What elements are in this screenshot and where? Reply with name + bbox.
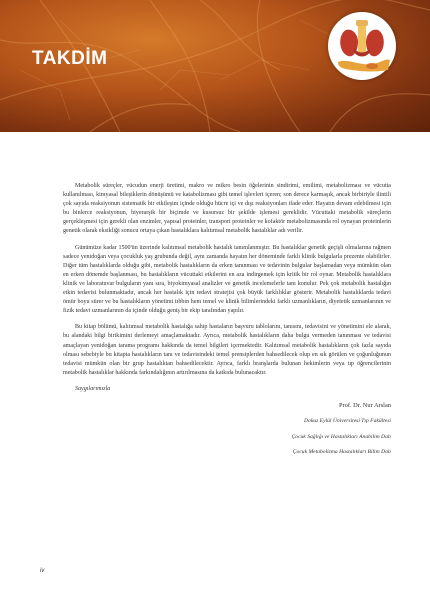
page-number: iv	[40, 568, 45, 574]
closing-regards: Saygılarımızla	[75, 385, 111, 392]
thyroid-emblem	[328, 12, 396, 80]
paragraph: Günümüze kadar 1500'ün üzerinde kalıtımsal metabolik hastalık tanımlanmıştır. Bu hastalıklar genetik geçişli olmalarına rağmen sadece yenidoğan veya çocukluk yaş grubunda değil, aynı zamanda hayatın her döneminde farklı klinik bulgularla prezente olabilirler. Diğer tüm hastalıklarda olduğu gibi, metabolik hastalıkların da erken tanınması ve tedavinin bulgular başlamadan veya mümkün olan en erken dönemde başlanması, bu hastalıkların vücuttaki etkilerini en aza indirgemek için kritik bir rol oynar. Metabolik hastalıklara klinik ve laboratuvar bulguların yanı sıra, biyokimyasal analizler ve genetik incelemelerle tanı konulur. Pek çok metabolik hastalığın etkin tedavisi bulunmaktadır, ancak her hastalık için tedavi stratejisi çok büyük farklılıklar gösterir. Metabolik hastalıklarda tedavi ömür boyu sürer ve bu hastalıkların yönetimi tıbbın hem temel ve klinik bilimlerindeki farklı uzmanlıkların, diyetetik uzmanlarının ve fizik tedavi uzmanlarının da içinde olduğu geniş bir ekip tarafından yapılır.	[63, 244, 391, 315]
thyroid-organ-icon	[328, 12, 396, 80]
author-affiliation-department: Çocuk Sağlığı ve Hastalıkları Anabilim Dalı	[291, 433, 391, 440]
author-affiliation-division: Çocuk Metabolizma Hastalıkları Bilim Dalı	[292, 449, 391, 456]
foreword-body	[63, 182, 391, 464]
header-banner	[0, 0, 430, 132]
author-affiliation-faculty: Dokuz Eylül Üniversitesi Tıp Fakültesi	[303, 418, 391, 425]
paragraph: Bu kitap bölümü, kalıtımsal metabolik hastalığa sahip hastaların başvuru tablolarını, tanısını, tedavisini ve yönetimini ele alarak, bu alandaki bilgi birikimini derlemeyi amaçlamaktadır. Ayrıca, metabolik hastalıkların daha bulgu vermeden tanınması ve tedavisi amaçlayan yenidoğan tarama programı hakkında da temel bilgileri içermektedir. Kalıtımsal metabolik hastalıkların çok fazla sayıda olması sebebiyle bu kitapta hastalıkların tanı ve tedavisindeki temel prensiplerden bahsedilecek olup en sık görülen ve çoğunluğunun tedavisi mümkün olan bir grup hastalıktan bahsedilecektir. Ayrıca, farklı branşlarda bulunan hekimlerin veya tıp öğrencilerinin metabolik hastalıklar hakkında farkındalığının artırılmasına da katkıda bulunacaktır.	[63, 324, 391, 376]
signature-block	[63, 401, 391, 457]
page-title: TAKDİM	[32, 48, 108, 69]
paragraph: Metabolik süreçler, vücudun enerji üretimi, makro ve mikro besin öğelerinin sindirimi, emilimi, metabolizması ve vücutta kullanılması, kimyasal bileşiklerin dönüşümü ve katabolizması gibi temel işlevleri içeren; son derece karmaşık, ancak birbiriyle ilintili çok sayıda reaksiyonun sistematik bir etkileşim içinde olduğu hücre içi ve dışı reaksiyonları ifade eder. Hayatın devam edebilmesi için bu binlerce reaksiyonun, hiyerarşik bir biçimde ve kusursuz bir şekilde işlemesi gereklidir. Vücuttaki metabolik süreçlerin gerçekleşmesi için gerekli olan enzimler, yapısal proteinler, transport proteinler ve kofaktör metabolizmasında rol oynayan proteinlerin genetik olarak eksikliği sonucu ortaya çıkan hastalıklara kalıtımsal metabolik hastalıklar adı verilir.	[63, 183, 391, 235]
author-name: Prof. Dr. Nur Arslan	[338, 401, 391, 409]
